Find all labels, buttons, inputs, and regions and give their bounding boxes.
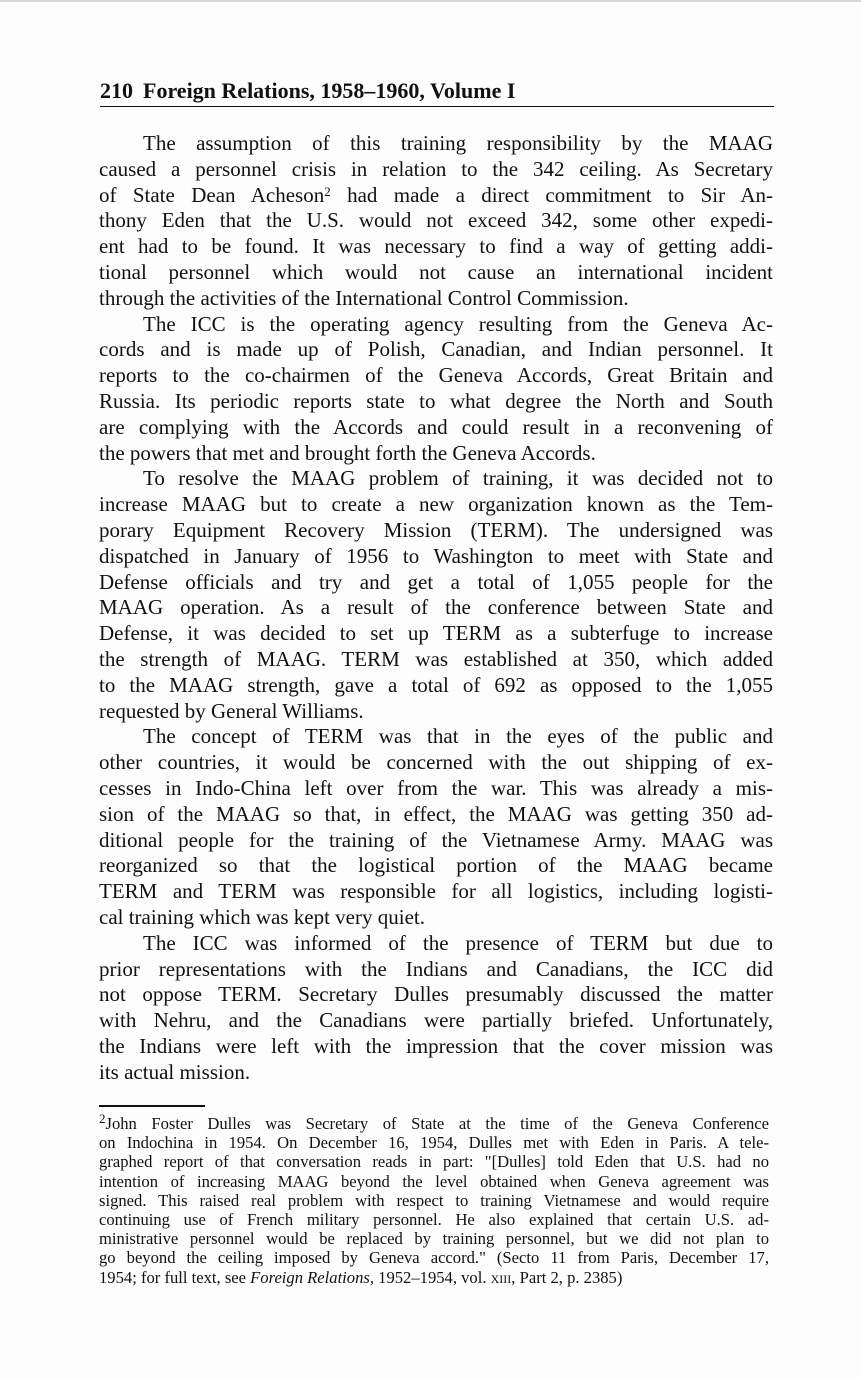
text-line: Russia. Its periodic reports state to what degree the North and South bbox=[99, 388, 773, 413]
text-line: ent had to be found. It was necessary to find a way of getting addi- bbox=[99, 234, 773, 259]
text-line: intention of increasing MAAG beyond the level obtained when Geneva agreement was bbox=[99, 1171, 769, 1191]
text-line: The ICC is the operating agency resulting from the Geneva Ac- bbox=[143, 311, 773, 336]
text-line: cesses in Indo-China left over from the war. This was already a mis- bbox=[99, 775, 773, 800]
running-head bbox=[100, 76, 774, 107]
paragraph-1 bbox=[99, 131, 773, 312]
text-line: prior representations with the Indians and Canadians, the ICC did bbox=[99, 956, 773, 981]
paragraph-4 bbox=[99, 724, 773, 930]
text-line: its actual mission. bbox=[99, 1059, 251, 1084]
text-line: cal training which was kept very quiet. bbox=[99, 904, 425, 929]
footnote-reference: 2 bbox=[324, 183, 331, 199]
text-fragment: 1952–1954, vol. bbox=[378, 1267, 487, 1287]
text-line: ditional people for the training of the Vietnamese Army. MAAG was bbox=[99, 827, 773, 852]
body-text bbox=[99, 131, 773, 1085]
text-line: dispatched in January of 1956 to Washington to meet with State and bbox=[99, 543, 773, 568]
book-title: Foreign Relations, 1958–1960, Volume I bbox=[143, 78, 516, 103]
footnote bbox=[99, 1111, 769, 1287]
paragraph-2 bbox=[99, 312, 773, 467]
text-line: The ICC was informed of the presence of TERM but due to bbox=[143, 930, 773, 955]
page-top-edge bbox=[0, 0, 861, 2]
text-line: on Indochina in 1954. On December 16, 1954, Dulles met with Eden in Paris. A tele- bbox=[99, 1133, 769, 1153]
paragraph-3 bbox=[99, 466, 773, 724]
text-line: MAAG operation. As a result of the conference between State and bbox=[99, 595, 773, 620]
text-line: are complying with the Accords and could result in a reconvening of bbox=[99, 414, 773, 439]
citation-volume: xiii bbox=[490, 1267, 512, 1287]
text-line: graphed report of that conversation reads in part: "[Dulles] told Eden that U.S. had no bbox=[99, 1152, 769, 1172]
text-fragment: John Foster Dulles was Secretary of State at the time of the Geneva Conference bbox=[105, 1114, 769, 1133]
text-line: other countries, it would be concerned with the out shipping of ex- bbox=[99, 750, 773, 775]
text-line: Defense, it was decided to set up TERM as a subterfuge to increase bbox=[99, 621, 773, 646]
text-line: signed. This raised real problem with respect to training Vietnamese and would require bbox=[99, 1190, 769, 1210]
footnote-rule bbox=[99, 1105, 205, 1107]
text-line: the strength of MAAG. TERM was established at 350, which added bbox=[99, 646, 773, 671]
text-line: to the MAAG strength, gave a total of 692 as opposed to the 1,055 bbox=[99, 672, 773, 697]
text-line: Defense officials and try and get a total of 1,055 people for the bbox=[99, 569, 773, 594]
text-line: the powers that met and brought forth the Geneva Accords. bbox=[99, 440, 596, 465]
text-line bbox=[99, 183, 773, 209]
text-fragment: , Part 2, p. 2385) bbox=[511, 1267, 623, 1287]
text-line: porary Equipment Recovery Mission (TERM). The undersigned was bbox=[99, 517, 773, 542]
text-fragment: 1954; for full text, see bbox=[99, 1267, 247, 1287]
text-line: the Indians were left with the impression that the cover mission was bbox=[99, 1033, 773, 1058]
footnote-marker: 2 bbox=[99, 1111, 106, 1126]
text-line bbox=[99, 1111, 769, 1133]
text-line bbox=[99, 1268, 769, 1287]
citation-title: Foreign Relations, bbox=[250, 1267, 374, 1287]
text-fragment: had made a direct commitment to Sir An- bbox=[347, 182, 773, 207]
text-fragment: of State Dean Acheson bbox=[99, 182, 325, 207]
text-line: with Nehru, and the Canadians were partially briefed. Unfortunately, bbox=[99, 1008, 773, 1033]
text-line: not oppose TERM. Secretary Dulles presumably discussed the matter bbox=[99, 982, 773, 1007]
text-line: sion of the MAAG so that, in effect, the MAAG was getting 350 ad- bbox=[99, 801, 773, 826]
text-line: caused a personnel crisis in relation to the 342 ceiling. As Secretary bbox=[99, 156, 773, 181]
text-line: The assumption of this training responsibility by the MAAG bbox=[143, 131, 773, 155]
page-number: 210 bbox=[100, 78, 133, 103]
text-line: go beyond the ceiling imposed by Geneva accord." (Secto 11 from Paris, December 17, bbox=[99, 1248, 769, 1268]
text-line: cords and is made up of Polish, Canadian, and Indian personnel. It bbox=[99, 337, 773, 362]
text-line: continuing use of French military personnel. He also explained that certain U.S. ad- bbox=[99, 1209, 769, 1229]
text-line: To resolve the MAAG problem of training, it was decided not to bbox=[143, 466, 773, 491]
text-line: ministrative personnel would be replaced by training personnel, but we did not plan to bbox=[99, 1229, 769, 1249]
text-line: reorganized so that the logistical portion of the MAAG became bbox=[99, 853, 773, 878]
text-line: reports to the co-chairmen of the Geneva Accords, Great Britain and bbox=[99, 363, 773, 388]
text-line: thony Eden that the U.S. would not exceed 342, some other expedi- bbox=[99, 208, 773, 233]
text-line: through the activities of the International Control Commission. bbox=[99, 285, 629, 310]
text-line: increase MAAG but to create a new organization known as the Tem- bbox=[99, 492, 773, 517]
paragraph-5 bbox=[99, 931, 773, 1086]
text-line: TERM and TERM was responsible for all logistics, including logisti- bbox=[99, 879, 773, 904]
text-line: tional personnel which would not cause an international incident bbox=[99, 259, 773, 284]
text-line: The concept of TERM was that in the eyes of the public and bbox=[143, 724, 773, 749]
text-line: requested by General Williams. bbox=[99, 698, 364, 723]
